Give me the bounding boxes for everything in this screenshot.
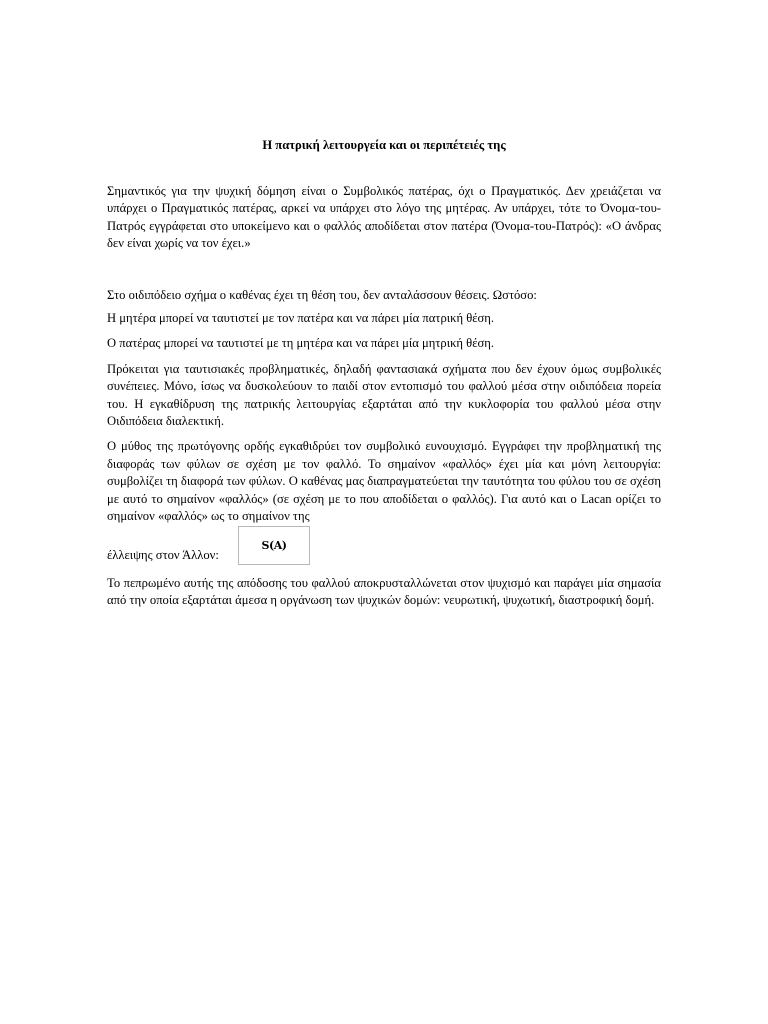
lack-in-other-line xyxy=(107,526,661,566)
paragraph-mother-identification: Η μητέρα μπορεί να ταυτιστεί με τον πατέρα και να πάρει μία πατρική θέση. xyxy=(107,311,495,326)
paragraph-primal-horde-myth: Ο μύθος της πρωτόγονης ορδής εγκαθιδρύει τον συμβολικό ευνουχισμό. Εγγράφει την προβληματική της διαφοράς των φύλων σε σχέση με τον φαλλό. Το σημαίνον «φαλλός» έχει μία και μόνη λειτουργία: συμβολίζει τη διαφορά των φύλων. Ο καθένας μας διαπραγματεύεται την ταυτότητα του φύλου του σε σχέση με αυτό το σημαίνον «φαλλός» (σε σχέση με το που αποδίδεται ο φαλλός). Για αυτό και ο Lacan ορίζει το σημαίνον «φαλλός» ως το σημαίνον της xyxy=(107,439,661,524)
paragraph-father-identification: Ο πατέρας μπορεί να ταυτιστεί με τη μητέρα και να πάρει μία μητρική θέση. xyxy=(107,336,495,351)
paragraph-oedipal-schema: Στο οιδιπόδειο σχήμα ο καθένας έχει τη θέση του, δεν ανταλάσσουν θέσεις. Ωστόσο: xyxy=(107,287,537,302)
paragraph-symbolic-father: Σημαντικός για την ψυχική δόμηση είναι ο Συμβολικός πατέρας, όχι ο Πραγματικός. Δεν χρειάζεται να υπάρχει ο Πραγματικός πατέρας, αρκεί να υπάρχει στο λόγο της μητέρας. Αν υπάρχει, τότε το Όνομα-του-Πατρός εγγράφεται στο υποκείμενο και ο φαλλός αποδίδεται στον πατέρα (Όνομα-του-Πατρός): «Ο άνδρας δεν είναι χωρίς να τον έχει.» xyxy=(107,184,661,251)
paragraph-destiny-of-phallus: Το πεπρωμένο αυτής της απόδοσης του φαλλού αποκρυσταλλώνεται στον ψυχισμό και παράγει μία σημασία από την οποία εξαρτάται άμεσα η οργάνωση των ψυχικών δομών: νευρωτική, ψυχωτική, διαστροφική δομή. xyxy=(107,575,661,607)
paragraph-identificatory-problems: Πρόκειται για ταυτισιακές προβληματικές, δηλαδή φαντασιακά σχήματα που δεν έχουν όμως συμβολικές συνέπειες. Μόνο, ίσως να δυσκολεύουν το παιδί στον εντοπισμό του φαλλού μέσα στην οιδιπόδεια πορεία του. Η εγκαθίδρυση της πατρικής λειτουργίας εξαρτάται από την κυκλοφορία του φαλλού μέσα στην Οιδιπόδεια διαλεκτική. xyxy=(107,361,661,429)
document-title: Η πατρική λειτουργεία και οι περιπέτειές της xyxy=(262,138,506,152)
document-body xyxy=(107,137,661,609)
lack-in-other-text: έλλειψης στον Άλλον: xyxy=(107,547,219,562)
formula-image xyxy=(238,526,310,565)
formula-text: S(A) xyxy=(261,538,287,552)
